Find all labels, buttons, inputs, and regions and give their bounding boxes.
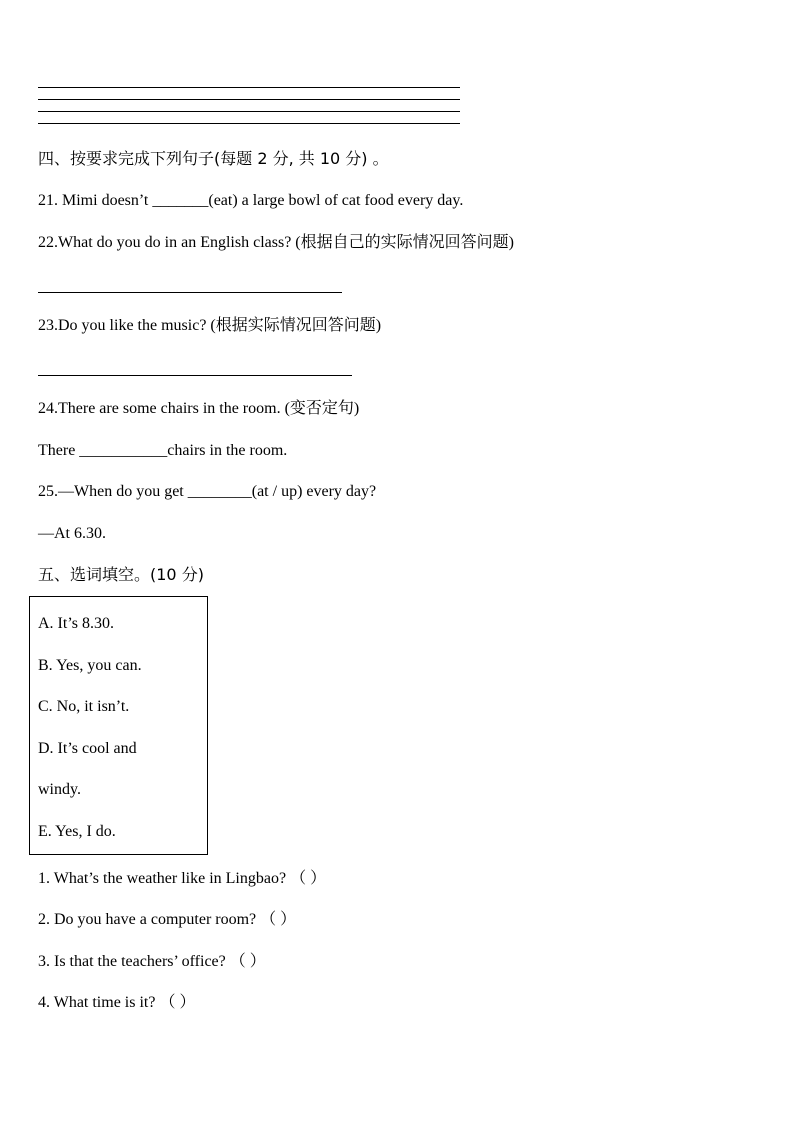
section-4-heading: 四、按要求完成下列句子(每题 2 分, 共 10 分) 。 [38, 149, 389, 168]
fill-question-2: 2. Do you have a computer room? （ ） [38, 911, 297, 928]
question-23: 23.Do you like the music? (根据实际情况回答问题) [38, 317, 382, 334]
option-a: A. It’s 8.30. [38, 615, 114, 632]
option-d: D. It’s cool and [38, 740, 137, 757]
option-c: C. No, it isn’t. [38, 698, 130, 715]
writing-line-4 [38, 123, 460, 124]
fill-question-3: 3. Is that the teachers’ office? （ ） [38, 953, 266, 970]
question-24-answer: There ___________chairs in the room. [38, 442, 288, 459]
answer-line-23[interactable] [38, 375, 352, 376]
option-b: B. Yes, you can. [38, 657, 142, 674]
fill-question-4: 4. What time is it? （ ） [38, 994, 196, 1011]
answer-line-22[interactable] [38, 292, 342, 293]
question-21: 21. Mimi doesn’t _______(eat) a large bowl of cat food every day. [38, 192, 464, 209]
writing-line-2 [38, 99, 460, 100]
option-e: E. Yes, I do. [38, 823, 116, 840]
writing-line-1 [38, 87, 460, 88]
question-25-reply: —At 6.30. [38, 525, 106, 542]
fill-question-1: 1. What’s the weather like in Lingbao? （ ） [38, 870, 327, 887]
option-d-continued: windy. [38, 781, 81, 798]
question-24: 24.There are some chairs in the room. (变否定句) [38, 400, 360, 417]
question-22: 22.What do you do in an English class? (根据自己的实际情况回答问题) [38, 234, 514, 251]
section-5-heading: 五、选词填空。(10 分) [38, 565, 204, 584]
writing-line-3 [38, 111, 460, 112]
option-box [29, 596, 208, 855]
question-25: 25.—When do you get ________(at / up) every day? [38, 483, 377, 500]
